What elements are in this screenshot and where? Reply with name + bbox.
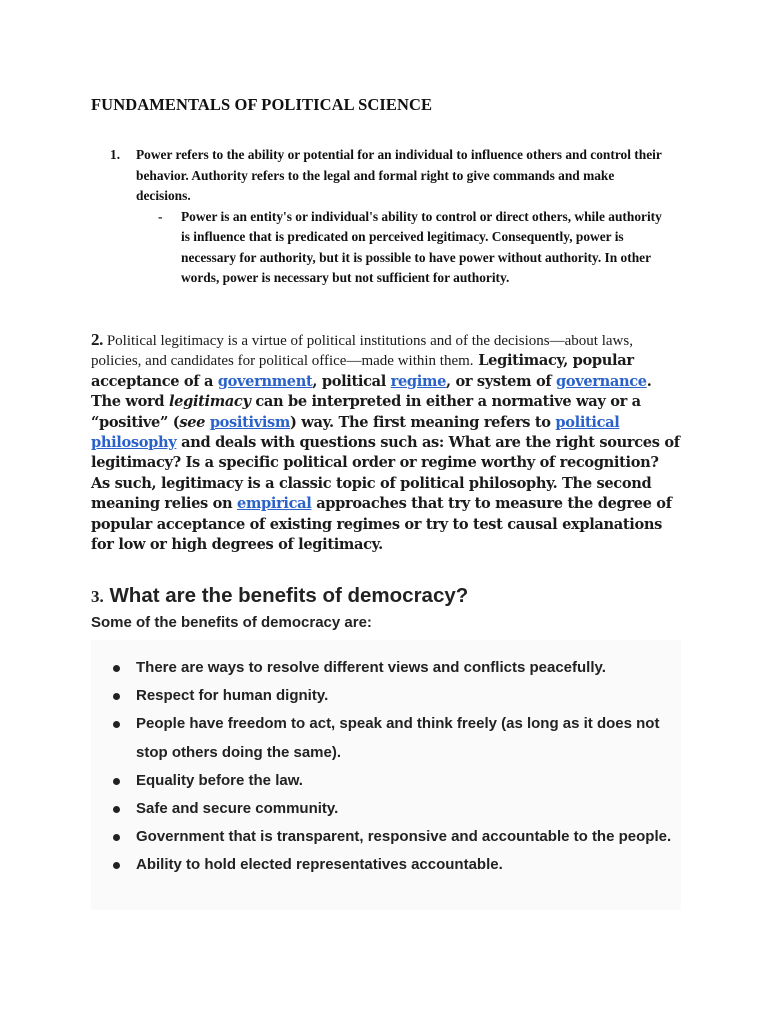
bullet-icon [113,778,120,785]
italic-term: see [179,413,206,431]
list-item-text: Safe and secure community. [136,800,339,818]
sub-bullet-dash: - [158,208,163,224]
text-run: can be interpreted in either a normative way or a “positive” ( [91,393,641,431]
section-1-text: Power refers to the ability or potential for an individual to influence others and control their behavior. Authority refers to the legal and formal right to give commands and make decisions. [136,147,662,203]
section-2-number: 2. [91,330,104,349]
italic-term: legitimacy [168,393,251,411]
bullet-icon [113,665,120,672]
link-regime[interactable]: regime [390,372,447,390]
text-run: , or system of [446,372,556,390]
list-item-text: Equality before the law. [136,771,303,789]
list-item [110,851,680,879]
text-run: Legitimacy, popular acceptance of a [91,352,634,390]
section-3-heading-text: What are the benefits of democracy? [103,584,469,607]
link-empirical[interactable]: empirical [237,495,312,513]
section-3-heading [91,584,468,608]
section-1-subpoint [158,207,670,289]
bullet-icon [113,721,120,728]
list-item [110,823,680,851]
section-2-body [91,352,680,553]
list-item [110,682,680,710]
document-title: FUNDAMENTALS OF POLITICAL SCIENCE [91,95,433,114]
link-positivism[interactable]: positivism [209,413,290,431]
list-item [110,767,680,795]
section-2-paragraph [91,330,681,555]
bullet-icon [113,834,120,841]
link-governance[interactable]: governance [555,372,647,390]
bullet-icon [113,806,120,813]
section-1 [110,145,670,289]
benefits-list [110,654,680,880]
list-item-text: Ability to hold elected representatives accountable. [136,856,503,874]
text-run: , political [312,372,391,390]
list-item-text: Government that is transparent, responsive and accountable to the people. [136,828,672,846]
text-run: . The word [91,372,652,411]
section-2-lead: Political legitimacy is a virtue of political institutions and of the decisions—about laws, policies, and candidates for political office—made within them. [91,333,633,370]
list-item [110,795,680,823]
link-government[interactable]: government [217,372,313,390]
list-item-text: There are ways to resolve different views and conflicts peacefully. [136,659,606,676]
link-political-philosophy[interactable]: political philosophy [91,413,620,452]
bullet-icon [113,862,120,869]
bullet-icon [113,693,120,700]
section-1-number: 1. [110,147,121,162]
list-item [110,654,680,682]
text-run: approaches that try to measure the degree of popular acceptance of existing regimes or try to test causal explanations for low or high degrees of legitimacy. [91,495,672,554]
section-3-number: 3. [91,587,104,606]
list-item [110,710,680,766]
list-item-text: People have freedom to act, speak and think freely (as long as it does not stop others doing the same). [136,715,660,761]
list-item-text: Respect for human dignity. [136,687,329,705]
text-run: and deals with questions such as: What are the right sources of legitimacy? Is a specific political order or regime worthy of recognition? As such, legitimacy is a classic topic of political philosophy. The second meaning relies on [91,434,680,513]
section-1-subpoint-text: Power is an entity's or individual's ability to control or direct others, while authority is influence that is predicated on perceived legitimacy. Consequently, power is necessary for authority, but it is possible to have power without authority. In other words, power is necessary but not sufficient for authority. [181,208,662,285]
section-3-subheading: Some of the benefits of democracy are: [91,614,372,631]
text-run: ) way. The first meaning refers to [289,413,556,431]
